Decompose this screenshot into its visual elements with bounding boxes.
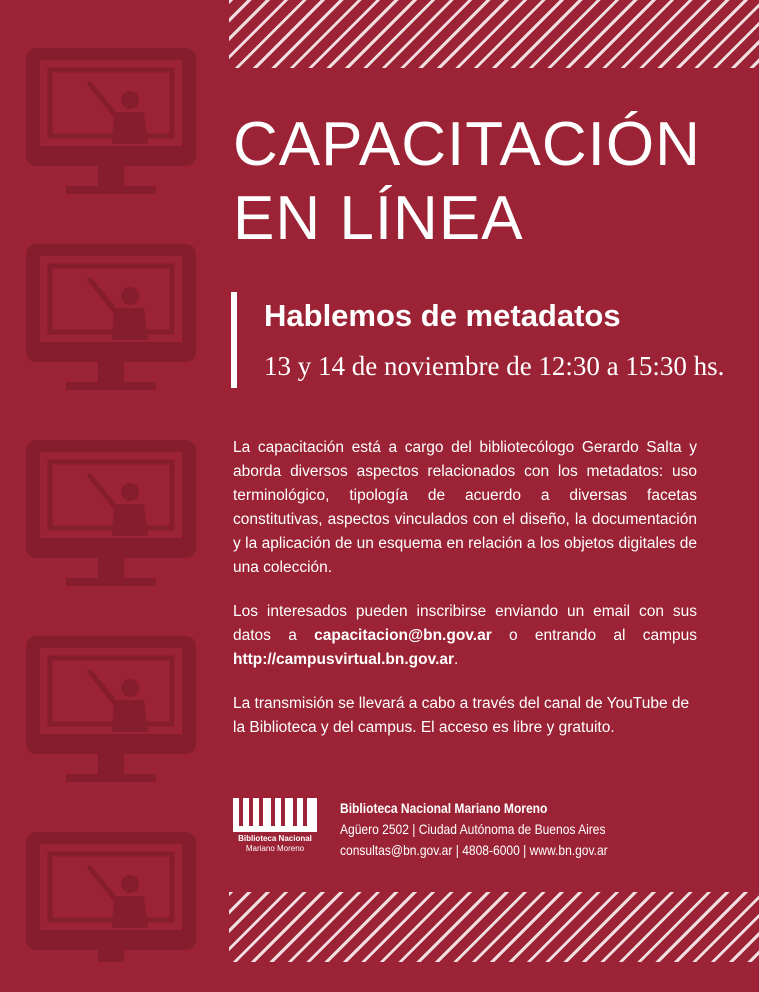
logo-mark bbox=[233, 798, 317, 832]
description bbox=[233, 436, 697, 760]
title-line-2: EN LÍNEA bbox=[233, 184, 524, 253]
description-paragraph-1: La capacitación está a cargo del bibliotecólogo Gerardo Salta y aborda diversos aspectos relacionados con los metadatos: uso terminológico, tipología de acuerdo a diversas facetas constitutivas, aspectos vinculados con el diseño, la documentación y la aplicación de un esquema en relación a los objetos digitales de una colección. bbox=[233, 439, 697, 576]
hatch-pattern-bottom bbox=[229, 892, 759, 962]
event-dates: 13 y 14 de noviembre de 12:30 a 15:30 hs. bbox=[264, 351, 725, 381]
description-paragraph-3: La transmisión se llevará a cabo a través del canal de YouTube de la Biblioteca y del campus. El acceso es libre y gratuito. bbox=[233, 695, 690, 736]
logo-line-2: Mariano Moreno bbox=[245, 844, 305, 853]
paragraph-2-text-a: Los interesados pueden inscribirse enviando un email con sus datos a bbox=[233, 603, 697, 644]
subtitle: Hablemos de metadatos bbox=[264, 298, 621, 333]
contact-details[interactable]: consultas@bn.gov.ar | 4808-6000 | www.bn.gov.ar bbox=[340, 842, 608, 858]
monitor-teacher-icon bbox=[26, 244, 196, 404]
paragraph-2-text-c: . bbox=[454, 651, 459, 668]
email-link[interactable]: capacitacion@bn.gov.ar bbox=[314, 627, 492, 644]
description-paragraph-2 bbox=[233, 600, 697, 672]
address: Agüero 2502 | Ciudad Autónoma de Buenos Aires bbox=[340, 821, 606, 837]
paragraph-2-text-b: o entrando al campus bbox=[491, 627, 698, 644]
contact-block bbox=[340, 798, 718, 861]
page-title bbox=[233, 108, 701, 256]
monitor-teacher-icon bbox=[26, 440, 196, 600]
campus-link[interactable]: http://campusvirtual.bn.gov.ar bbox=[233, 651, 455, 668]
hatch-pattern-top bbox=[229, 0, 759, 68]
monitor-teacher-icon bbox=[26, 832, 196, 992]
organization-name: Biblioteca Nacional Mariano Moreno bbox=[340, 800, 548, 816]
title-line-1: CAPACITACIÓN bbox=[233, 110, 701, 179]
monitor-teacher-icon bbox=[26, 48, 196, 208]
monitor-icon-column bbox=[0, 0, 220, 962]
subtitle-accent-bar bbox=[231, 292, 237, 388]
monitor-teacher-icon bbox=[26, 636, 196, 796]
library-logo bbox=[233, 798, 317, 854]
logo-line-1: Biblioteca Nacional bbox=[238, 834, 312, 843]
